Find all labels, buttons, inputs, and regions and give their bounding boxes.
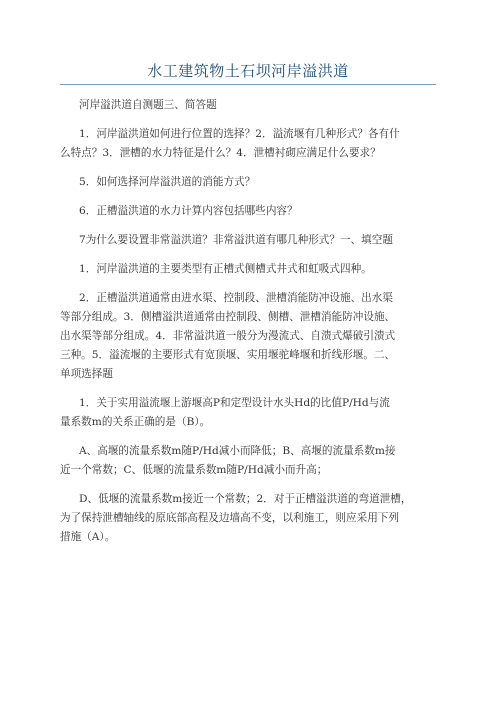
document-body — [60, 96, 440, 557]
fill-in-answers-2-5: 2．正槽溢洪道通常由进水渠、控制段、泄槽消能防冲设施、出水渠 等部分组成。3．侧槽溢洪道通常由控制段、侧槽、泄槽消能防冲设施、 出水渠等部分组成。4．非常溢洪道一般分为漫流式、自溃式爆破引溃式 三种。5．溢流堰的主要形式有宽顶堰、实用堰驼峰堰和折线形堰。二、 单项选择题 — [60, 292, 396, 380]
section-heading-short-answer: 河岸溢洪道自测题三、简答题 — [79, 99, 217, 111]
title-underline — [60, 84, 436, 85]
question-paragraph-7: 7为什么要设置非常溢洪道？非常溢洪道有哪几种形式？一、填空题 — [79, 234, 393, 246]
question-paragraph-5: 5．如何选择河岸溢洪道的消能方式？ — [79, 176, 256, 188]
choice-question-1: 1．关于实用溢流堰上游堰高P和定型设计水头Hd的比值P/Hd与流 量系数m的关系正确的是（B）。 — [60, 397, 390, 428]
document-title: 水工建筑物土石坝河岸溢洪道 — [147, 62, 349, 80]
choice-option-d-and-question-2: D、低堰的流量系数m接近一个常数；2．对于正槽溢洪道的弯道泄槽， 为了保持泄槽轴线的原底部高程及边墙高不变，以利施工，则应采用下列 措施（A）。 — [60, 493, 412, 543]
fill-in-answer-1: 1．河岸溢洪道的主要类型有正槽式侧槽式井式和虹吸式四种。 — [79, 263, 372, 275]
question-paragraph-1-4: 1．河岸溢洪道如何进行位置的选择？2．溢流堰有几种形式？各有什 么特点？3．泄槽的水力特征是什么？4．泄槽衬砌应满足什么要求？ — [60, 128, 400, 159]
question-paragraph-6: 6．正槽溢洪道的水力计算内容包括哪些内容？ — [79, 205, 298, 217]
choice-options-a-c: A、高堰的流量系数m随P/Hd减小而降低；B、高堰的流量系数m接 近一个常数；C、低堰的流量系数m随P/Hd减小而升高； — [60, 445, 396, 476]
